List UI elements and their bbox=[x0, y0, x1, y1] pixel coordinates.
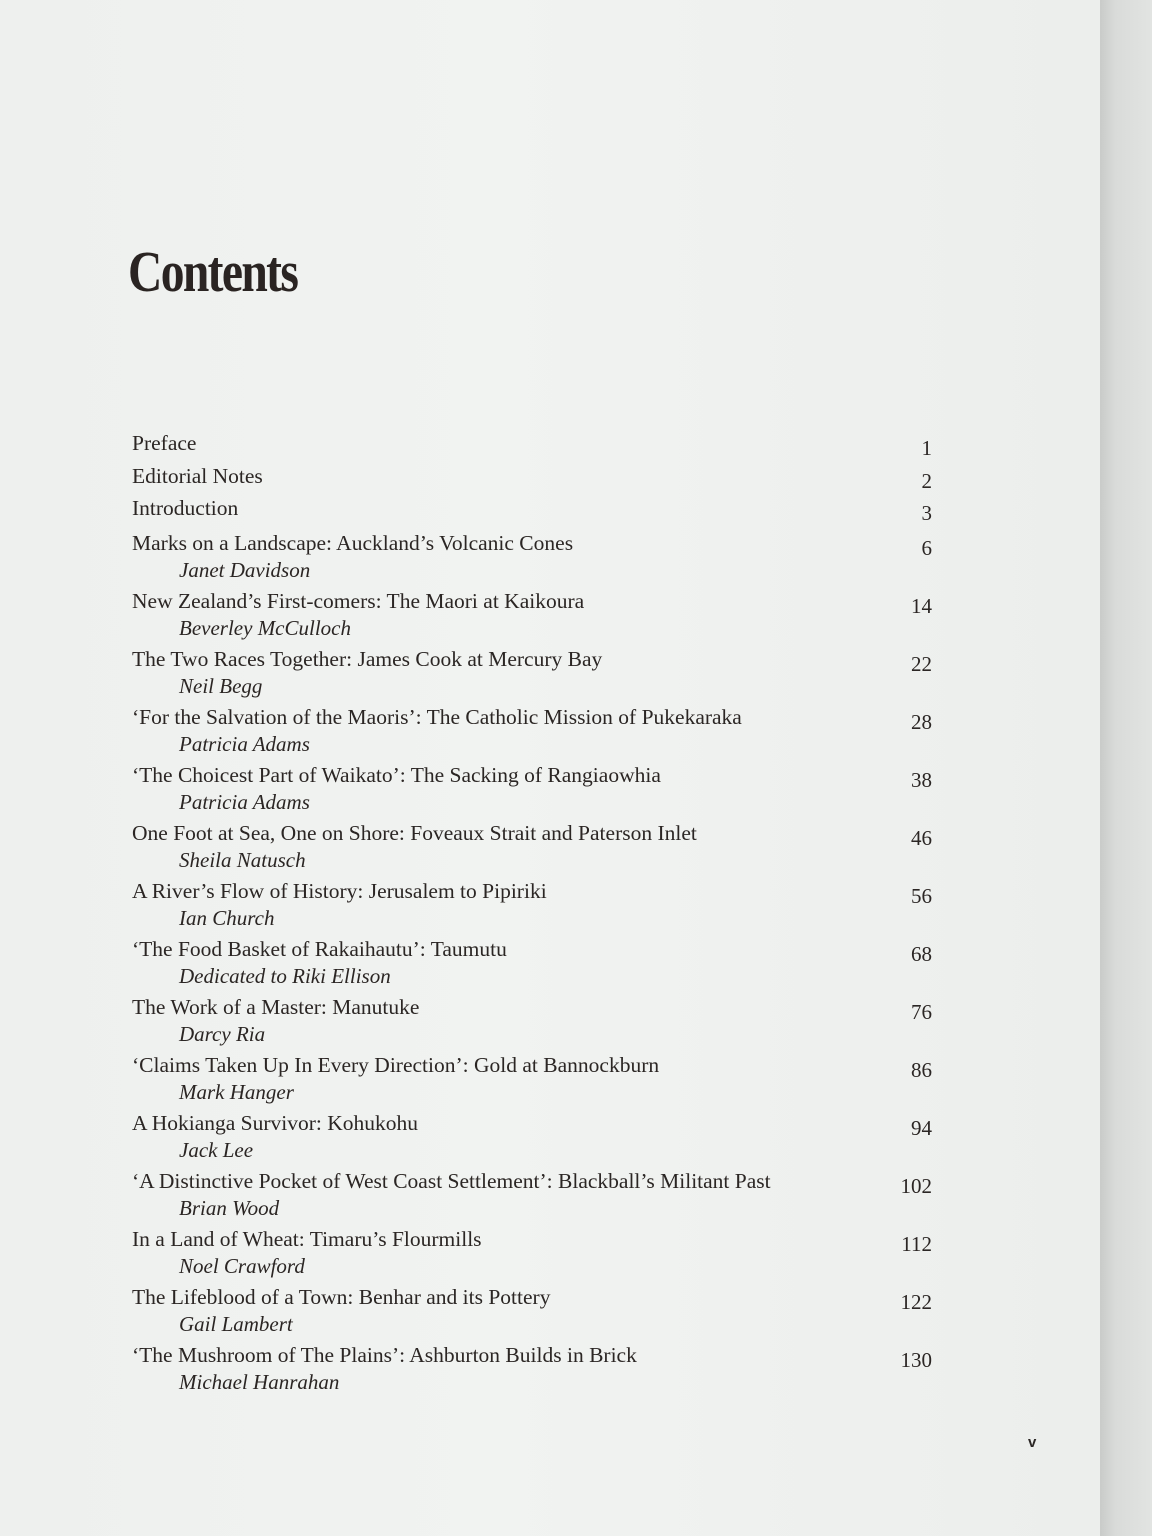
entry-title: Editorial Notes bbox=[132, 464, 263, 488]
entry-page-number: 122 bbox=[900, 1290, 932, 1314]
toc-entry bbox=[132, 646, 932, 704]
toc-entry bbox=[132, 762, 932, 820]
entry-page-number: 68 bbox=[911, 942, 932, 966]
entry-page-number: 76 bbox=[911, 1000, 932, 1024]
entry-title: A River’s Flow of History: Jerusalem to Pipiriki bbox=[132, 879, 547, 903]
toc-entry bbox=[132, 1110, 932, 1168]
entry-title: One Foot at Sea, One on Shore: Foveaux Strait and Paterson Inlet bbox=[132, 821, 697, 845]
entry-author: Patricia Adams bbox=[179, 790, 310, 814]
entry-title: Preface bbox=[132, 431, 197, 455]
entry-title: Marks on a Landscape: Auckland’s Volcanic Cones bbox=[132, 531, 574, 555]
entry-page-number: 130 bbox=[900, 1348, 932, 1372]
entry-title: ‘The Choicest Part of Waikato’: The Sacking of Rangiaowhia bbox=[132, 763, 661, 787]
entry-title: New Zealand’s First-comers: The Maori at Kaikoura bbox=[132, 589, 585, 613]
toc-entry bbox=[132, 878, 932, 936]
page-title: Contents bbox=[128, 239, 298, 304]
toc-entry bbox=[132, 820, 932, 878]
entry-title: ‘The Food Basket of Rakaihautu’: Taumutu bbox=[132, 937, 507, 961]
entry-page-number: 14 bbox=[911, 594, 932, 618]
entry-page-number: 3 bbox=[921, 501, 932, 525]
entry-page-number: 28 bbox=[911, 710, 932, 734]
toc-entry bbox=[132, 463, 932, 495]
entry-author: Beverley McCulloch bbox=[179, 616, 351, 640]
toc-entry bbox=[132, 1226, 932, 1284]
entry-title: ‘The Mushroom of The Plains’: Ashburton Builds in Brick bbox=[132, 1343, 637, 1367]
entry-page-number: 6 bbox=[921, 536, 932, 560]
toc-entry bbox=[132, 1284, 932, 1342]
entry-page-number: 38 bbox=[911, 768, 932, 792]
entry-author: Ian Church bbox=[179, 906, 275, 930]
entry-page-number: 46 bbox=[911, 826, 932, 850]
entry-title: A Hokianga Survivor: Kohukohu bbox=[132, 1111, 419, 1135]
entry-title: The Two Races Together: James Cook at Mercury Bay bbox=[132, 647, 603, 671]
entry-author: Jack Lee bbox=[179, 1138, 254, 1162]
entry-author: Janet Davidson bbox=[179, 558, 311, 582]
entry-title: The Work of a Master: Manutuke bbox=[132, 995, 420, 1019]
toc-entry bbox=[132, 530, 932, 588]
entry-author: Mark Hanger bbox=[179, 1080, 294, 1104]
entry-author: Gail Lambert bbox=[179, 1312, 293, 1336]
entry-page-number: 22 bbox=[911, 652, 932, 676]
entry-author: Neil Begg bbox=[179, 674, 263, 698]
entry-author: Noel Crawford bbox=[179, 1254, 305, 1278]
entry-page-number: 112 bbox=[901, 1232, 932, 1256]
entry-page-number: 102 bbox=[900, 1174, 932, 1198]
toc-entry bbox=[132, 1052, 932, 1110]
entry-page-number: 94 bbox=[911, 1116, 932, 1140]
entry-author: Dedicated to Riki Ellison bbox=[179, 964, 391, 988]
entry-title: The Lifeblood of a Town: Benhar and its Pottery bbox=[132, 1285, 551, 1309]
page-folio: v bbox=[1028, 1434, 1037, 1451]
entry-page-number: 56 bbox=[911, 884, 932, 908]
entry-title: Introduction bbox=[132, 496, 239, 520]
entry-title: ‘For the Salvation of the Maoris’: The Catholic Mission of Pukekaraka bbox=[132, 705, 742, 729]
toc-entry bbox=[132, 1342, 932, 1400]
toc-entry bbox=[132, 994, 932, 1052]
toc-entry bbox=[132, 588, 932, 646]
entry-page-number: 1 bbox=[921, 436, 932, 460]
entry-title: ‘A Distinctive Pocket of West Coast Settlement’: Blackball’s Militant Past bbox=[132, 1169, 771, 1193]
entry-page-number: 86 bbox=[911, 1058, 932, 1082]
toc-entry bbox=[132, 1168, 932, 1226]
toc-entry bbox=[132, 704, 932, 762]
table-of-contents bbox=[132, 430, 932, 1400]
entry-author: Patricia Adams bbox=[179, 732, 310, 756]
entry-author: Darcy Ria bbox=[179, 1022, 266, 1046]
entry-title: ‘Claims Taken Up In Every Direction’: Gold at Bannockburn bbox=[132, 1053, 660, 1077]
entry-author: Brian Wood bbox=[179, 1196, 280, 1220]
toc-entry bbox=[132, 936, 932, 994]
next-page-edge bbox=[1100, 0, 1152, 1536]
entry-author: Michael Hanrahan bbox=[179, 1370, 340, 1394]
toc-entry bbox=[132, 495, 932, 530]
toc-entry bbox=[132, 430, 932, 463]
entry-title: In a Land of Wheat: Timaru’s Flourmills bbox=[132, 1227, 482, 1251]
entry-page-number: 2 bbox=[921, 469, 932, 493]
entry-author: Sheila Natusch bbox=[179, 848, 306, 872]
